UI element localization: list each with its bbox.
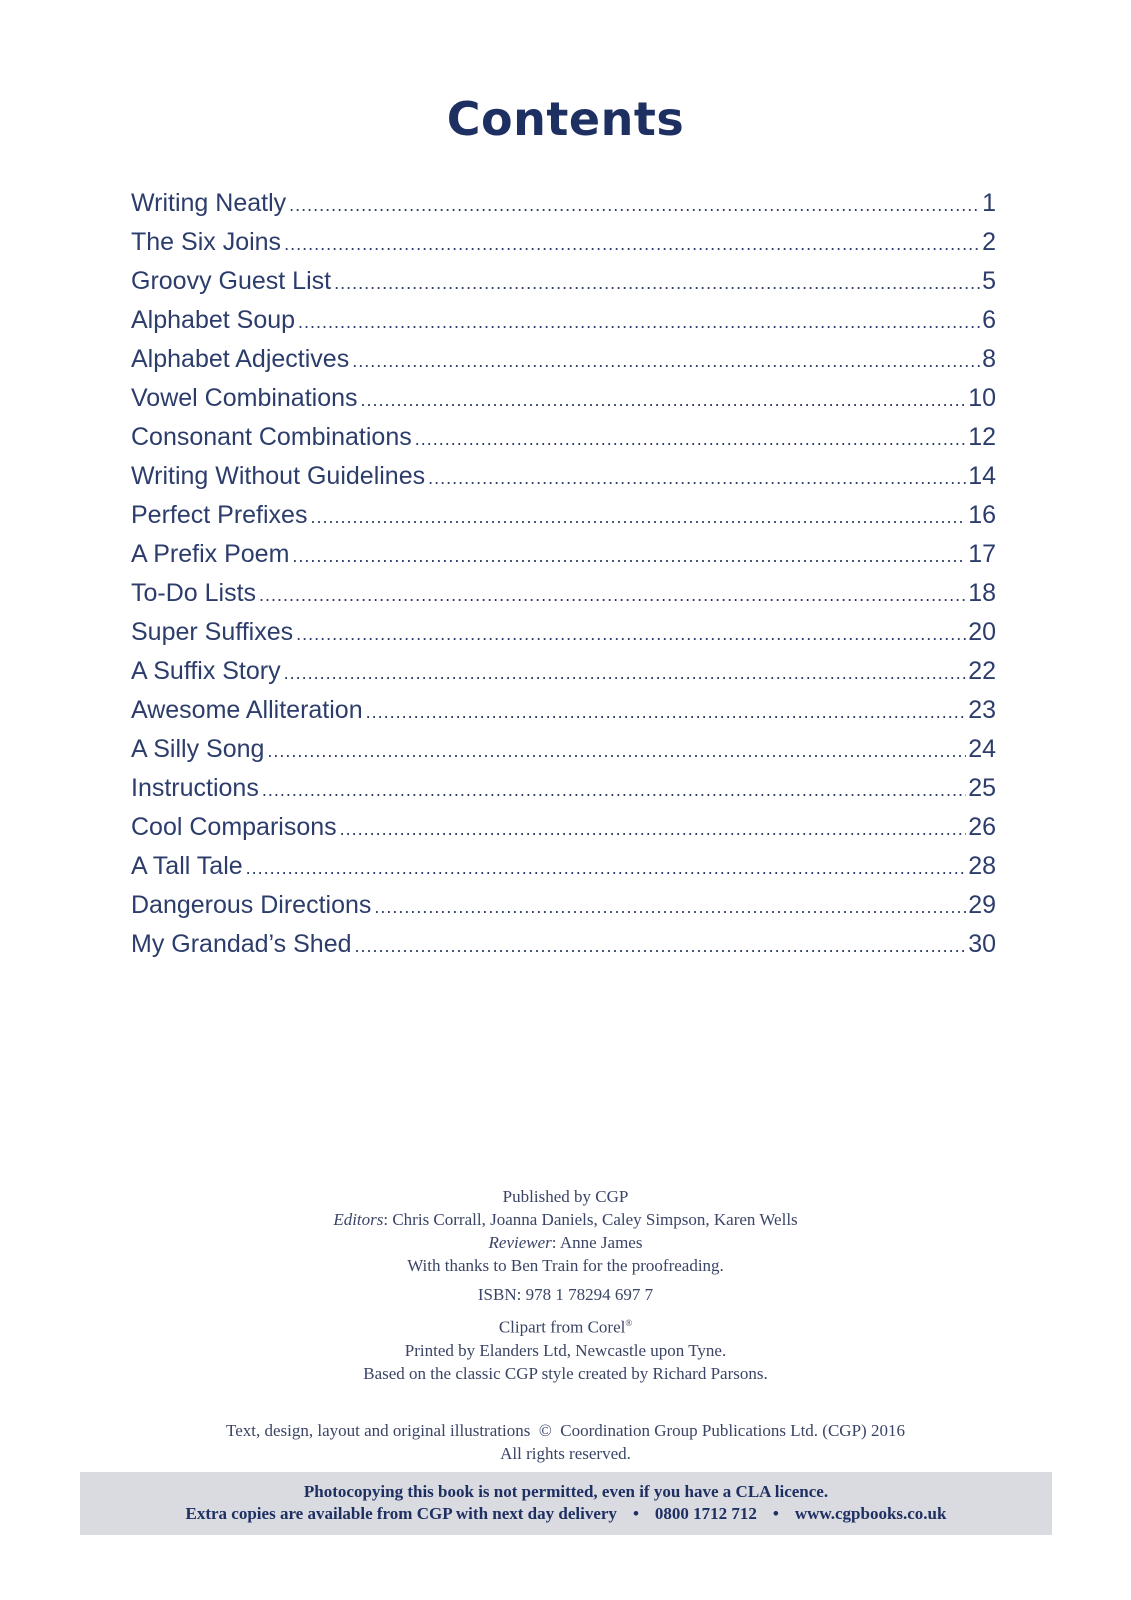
toc-entry-title: My Grandad’s Shed [131,930,352,958]
photocopy-notice-band [80,1472,1052,1535]
toc-entry[interactable] [131,852,996,891]
toc-entry-title: Awesome Alliteration [131,696,363,724]
dot-leader [366,702,967,723]
toc-entry-page: 20 [968,618,996,646]
website-link[interactable]: www.cgpbooks.co.uk [794,1504,947,1523]
toc-entry[interactable] [131,501,996,540]
publisher-line: Published by CGP [502,1187,629,1206]
toc-entry-page: 5 [982,267,996,295]
toc-entry-title: Writing Neatly [131,189,287,217]
dot-leader [284,663,967,684]
dot-leader [374,897,966,918]
toc-entry[interactable] [131,618,996,657]
phone-number: 0800 1712 712 [654,1504,757,1523]
rights-line: All rights reserved. [500,1443,631,1463]
dot-leader [340,819,967,840]
reviewer-name: : Anne James [551,1233,643,1252]
toc-entry-title: A Prefix Poem [131,540,290,568]
dot-leader [267,741,966,762]
credits-block [0,1185,1131,1465]
toc-entry[interactable] [131,891,996,930]
toc-entry-title: Alphabet Soup [131,306,296,334]
thanks-line: With thanks to Ben Train for the proofreading. [407,1256,724,1275]
dot-leader [428,468,966,489]
toc-entry-title: Perfect Prefixes [131,501,308,529]
bullet-separator: • [772,1504,779,1523]
isbn-line: ISBN: 978 1 78294 697 7 [477,1285,654,1304]
dot-leader [355,936,967,957]
toc-entry-page: 28 [968,852,996,880]
toc-entry[interactable] [131,696,996,735]
toc-entry-title: The Six Joins [131,228,282,256]
toc-entry-page: 23 [968,696,996,724]
toc-entry[interactable] [131,423,996,462]
page-title: Contents [446,92,685,146]
toc-entry-page: 10 [968,384,996,412]
dot-leader [296,624,966,645]
toc-entry-title: Cool Comparisons [131,813,337,841]
editors-line [0,1208,1131,1231]
dot-leader [334,273,980,294]
dot-leader [246,858,967,879]
toc-entry-page: 22 [968,657,996,685]
toc-entry-title: A Tall Tale [131,852,243,880]
toc-entry-page: 1 [982,189,996,217]
dot-leader [292,546,966,567]
toc-entry-title: Groovy Guest List [131,267,332,295]
toc-entry-title: To-Do Lists [131,579,257,607]
toc-entry-page: 25 [968,774,996,802]
toc-entry[interactable] [131,813,996,852]
toc-entry-page: 30 [968,930,996,958]
toc-entry[interactable] [131,657,996,696]
toc-entry-page: 14 [968,462,996,490]
toc-entry-page: 24 [968,735,996,763]
editors-names: : Chris Corrall, Joanna Daniels, Caley Simpson, Karen Wells [383,1210,798,1229]
printed-line: Printed by Elanders Ltd, Newcastle upon Tyne. [404,1340,727,1360]
toc-entry-title: Instructions [131,774,259,802]
toc-entry-page: 8 [982,345,996,373]
bullet-separator: • [632,1504,639,1523]
toc-entry[interactable] [131,267,996,306]
toc-entry-title: Super Suffixes [131,618,294,646]
copyright-line: Text, design, layout and original illustrations © Coordination Group Publications Ltd. (CGP) 2016 [226,1420,905,1440]
order-info-line [80,1503,1052,1525]
based-on-line: Based on the classic CGP style created by Richard Parsons. [363,1363,768,1383]
toc-entry[interactable] [131,189,996,228]
dot-leader [352,351,980,372]
registered-mark: ® [625,1318,633,1328]
dot-leader [361,390,967,411]
dot-leader [289,195,980,216]
dot-leader [310,507,966,528]
editors-label: Editors [333,1210,384,1229]
toc-entry[interactable] [131,384,996,423]
toc-entry[interactable] [131,735,996,774]
reviewer-label: Reviewer [488,1233,552,1252]
toc-entry-page: 26 [968,813,996,841]
toc-entry-page: 17 [968,540,996,568]
toc-entry[interactable] [131,540,996,579]
toc-entry-title: Writing Without Guidelines [131,462,426,490]
reviewer-line [0,1231,1131,1254]
toc-entry[interactable] [131,228,996,267]
toc-entry[interactable] [131,774,996,813]
dot-leader [262,780,966,801]
toc-entry-page: 12 [968,423,996,451]
clipart-text: Clipart from Corel [498,1317,626,1337]
toc-entry-page: 2 [982,228,996,256]
toc-entry[interactable] [131,930,996,969]
toc-entry-title: Alphabet Adjectives [131,345,350,373]
extra-copies-text: Extra copies are available from CGP with next day delivery [185,1504,617,1523]
toc-entry[interactable] [131,306,996,345]
toc-entry[interactable] [131,462,996,501]
toc-entry-title: Dangerous Directions [131,891,372,919]
toc-entry-page: 6 [982,306,996,334]
photocopy-notice: Photocopying this book is not permitted, even if you have a CLA licence. [303,1482,829,1501]
table-of-contents [131,189,996,969]
toc-entry[interactable] [131,345,996,384]
toc-entry-page: 16 [968,501,996,529]
clipart-line [0,1312,1131,1339]
toc-entry-title: Consonant Combinations [131,423,412,451]
toc-entry-title: A Suffix Story [131,657,281,685]
dot-leader [259,585,966,606]
toc-entry-page: 29 [968,891,996,919]
toc-entry-title: Vowel Combinations [131,384,358,412]
dot-leader [298,312,980,333]
toc-entry[interactable] [131,579,996,618]
toc-entry-page: 18 [968,579,996,607]
dot-leader [284,234,980,255]
toc-entry-title: A Silly Song [131,735,265,763]
dot-leader [415,429,966,450]
